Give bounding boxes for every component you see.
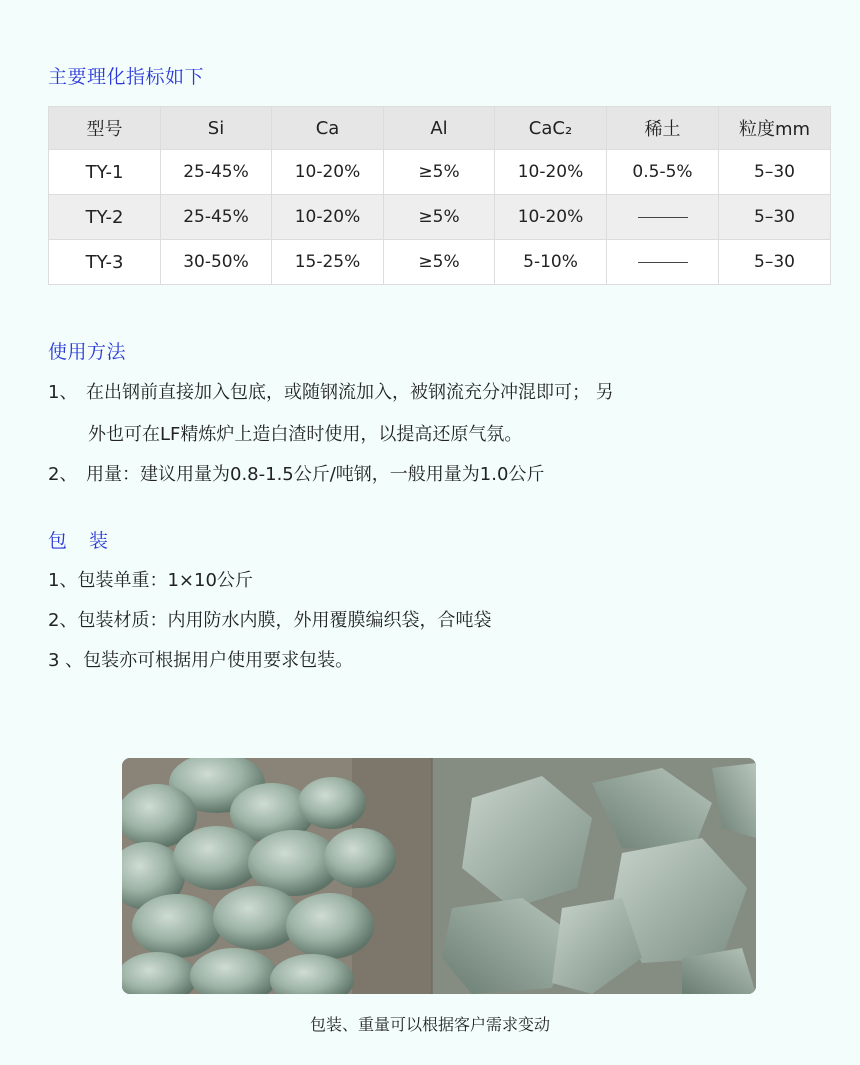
- cell-model: TY-2: [49, 195, 161, 240]
- cell-ca: 10-20%: [272, 150, 384, 195]
- cell-al: ≥5%: [384, 240, 495, 285]
- product-photo: [122, 758, 756, 994]
- header-cac2: CaC₂: [495, 107, 607, 150]
- cell-particle-size: 5–30: [719, 150, 831, 195]
- cell-model: TY-3: [49, 240, 161, 285]
- header-rare-earth: 稀土: [607, 107, 719, 150]
- table-heading: 主要理化指标如下: [48, 66, 205, 88]
- cell-rare-earth-dash: [607, 240, 719, 285]
- cell-rare-earth: 0.5-5%: [607, 150, 719, 195]
- cell-model: TY-1: [49, 150, 161, 195]
- usage-item-1-text: 在出钢前直接加入包底，或随钢流加入，被钢流充分冲混即可； 另: [86, 382, 614, 403]
- cell-ca: 10-20%: [272, 195, 384, 240]
- cell-cac2: 5-10%: [495, 240, 607, 285]
- cell-particle-size: 5–30: [719, 195, 831, 240]
- cell-cac2: 10-20%: [495, 150, 607, 195]
- usage-item-1: [48, 378, 614, 404]
- header-model: 型号: [49, 107, 161, 150]
- usage-item-2: [48, 460, 544, 486]
- packing-item-2: 2、包装材质：内用防水内膜，外用覆膜编织袋，合吨袋: [48, 610, 492, 631]
- usage-item-2-text: 用量：建议用量为0.8-1.5公斤/吨钢，一般用量为1.0公斤: [86, 464, 545, 485]
- usage-item-2-number: 2、: [48, 464, 78, 485]
- cell-si: 25-45%: [161, 195, 272, 240]
- cell-al: ≥5%: [384, 150, 495, 195]
- table-header-row: [49, 107, 831, 150]
- dash-line: [638, 217, 688, 218]
- cell-si: 25-45%: [161, 150, 272, 195]
- cell-ca: 15-25%: [272, 240, 384, 285]
- cell-rare-earth-dash: [607, 195, 719, 240]
- usage-item-1-continued: 外也可在LF精炼炉上造白渣时使用，以提高还原气氛。: [88, 424, 523, 445]
- cell-al: ≥5%: [384, 195, 495, 240]
- table-row: [49, 150, 831, 195]
- dash-line: [638, 262, 688, 263]
- photo-caption: 包装、重量可以根据客户需求变动: [309, 1015, 550, 1034]
- packing-item-1: 1、包装单重：1×10公斤: [48, 570, 253, 591]
- spec-table: [48, 106, 831, 285]
- cell-particle-size: 5–30: [719, 240, 831, 285]
- table-row: [49, 240, 831, 285]
- header-al: Al: [384, 107, 495, 150]
- cell-cac2: 10-20%: [495, 195, 607, 240]
- usage-item-1-number: 1、: [48, 382, 78, 403]
- header-si: Si: [161, 107, 272, 150]
- packing-item-3: 3 、包装亦可根据用户使用要求包装。: [48, 650, 354, 671]
- header-ca: Ca: [272, 107, 384, 150]
- cell-si: 30-50%: [161, 240, 272, 285]
- usage-heading: 使用方法: [48, 341, 127, 363]
- header-particle-size: 粒度mm: [719, 107, 831, 150]
- product-photo-illustration: [122, 758, 756, 994]
- table-row: [49, 195, 831, 240]
- packing-heading: 包 装: [48, 530, 117, 552]
